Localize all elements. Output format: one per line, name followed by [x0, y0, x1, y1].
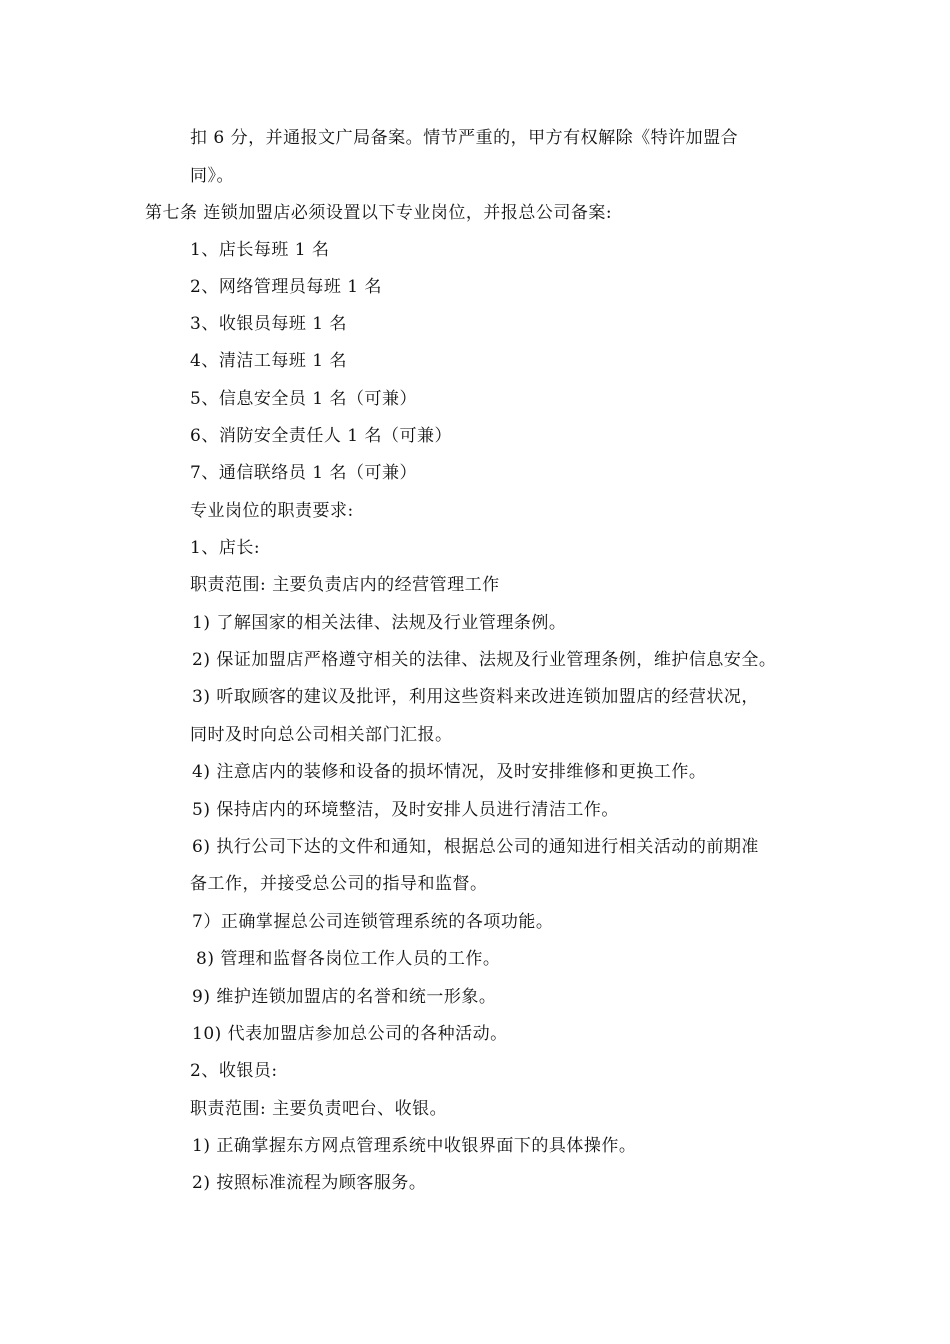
list-item: 2、网络管理员每班 1 名: [190, 277, 382, 297]
duty-item: 10) 代表加盟店参加总公司的各种活动。: [192, 1024, 508, 1044]
duty-item: 3) 听取顾客的建议及批评，利用这些资料来改进连锁加盟店的经营状况，: [192, 687, 759, 707]
scope-line: 职责范围: 主要负责吧台、收银。: [190, 1099, 448, 1119]
article-heading: 第七条 连锁加盟店必须设置以下专业岗位，并报总公司备案:: [145, 203, 613, 223]
duty-item-continued: 同时及时向总公司相关部门汇报。: [190, 725, 453, 745]
duty-item: 2) 按照标准流程为顾客服务。: [192, 1173, 427, 1193]
paragraph-line: 扣 6 分，并通报文广局备案。情节严重的，甲方有权解除《特许加盟合: [190, 128, 739, 148]
duty-item: 5) 保持店内的环境整洁，及时安排人员进行清洁工作。: [192, 800, 619, 820]
duty-item: 9) 维护连锁加盟店的名誉和统一形象。: [192, 987, 497, 1007]
subsection-heading: 1、店长:: [190, 538, 261, 558]
duty-item: 8) 管理和监督各岗位工作人员的工作。: [196, 949, 501, 969]
section-heading: 专业岗位的职责要求:: [190, 501, 354, 521]
list-item: 1、店长每班 1 名: [190, 240, 330, 260]
list-item: 6、消防安全责任人 1 名（可兼）: [190, 426, 452, 446]
list-item: 5、信息安全员 1 名（可兼）: [190, 389, 417, 409]
duty-item: 4) 注意店内的装修和设备的损坏情况，及时安排维修和更换工作。: [192, 762, 707, 782]
list-item: 7、通信联络员 1 名（可兼）: [190, 463, 417, 483]
duty-item: 1) 了解国家的相关法律、法规及行业管理条例。: [192, 613, 567, 633]
duty-item: 1) 正确掌握东方网点管理系统中收银界面下的具体操作。: [192, 1136, 637, 1156]
duty-item-continued: 备工作，并接受总公司的指导和监督。: [190, 874, 488, 894]
paragraph-line: 同》。: [190, 166, 234, 186]
subsection-heading: 2、收银员:: [190, 1061, 278, 1081]
duty-item: 6) 执行公司下达的文件和通知，根据总公司的通知进行相关活动的前期准: [192, 837, 759, 857]
scope-line: 职责范围: 主要负责店内的经营管理工作: [190, 575, 500, 595]
list-item: 4、清洁工每班 1 名: [190, 351, 347, 371]
duty-item: 7）正确掌握总公司连锁管理系统的各项功能。: [192, 912, 554, 932]
list-item: 3、收银员每班 1 名: [190, 314, 347, 334]
duty-item: 2) 保证加盟店严格遵守相关的法律、法规及行业管理条例，维护信息安全。: [192, 650, 777, 670]
